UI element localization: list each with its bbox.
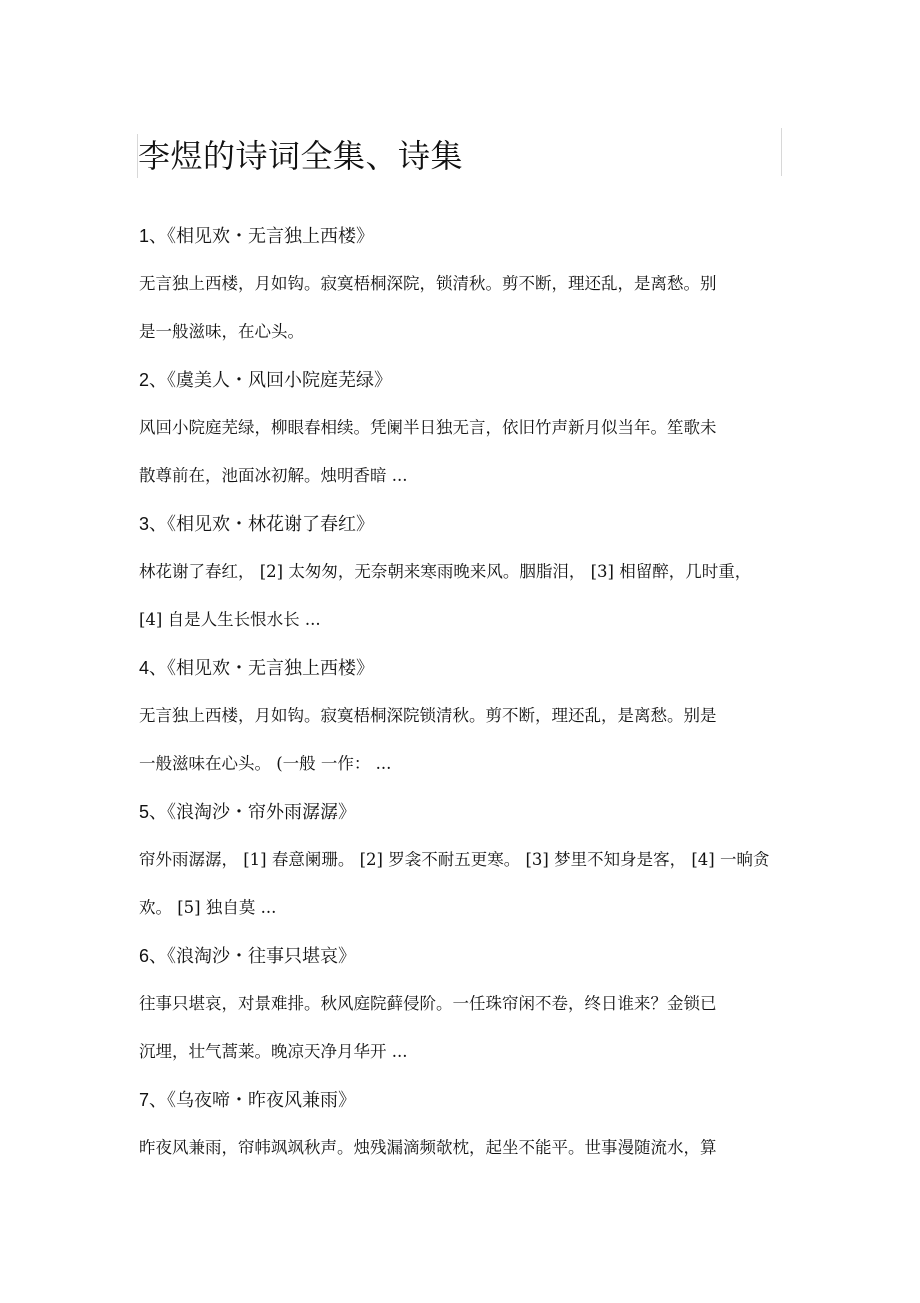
poem-heading (139, 644, 789, 692)
poem-title: 《相见欢・无言独上西楼》 (167, 226, 375, 247)
poem-heading (139, 356, 789, 404)
poem-heading (139, 500, 789, 548)
poem-entry (139, 500, 789, 644)
poem-number: 4、 (139, 658, 168, 678)
poem-excerpt-line: 一般滋味在心头。 (一般 一作： ... (139, 754, 392, 773)
title-block (137, 128, 782, 176)
poem-excerpt-line: 是一般滋味，在心头。 (139, 322, 304, 341)
poem-title: 《虞美人・风回小院庭芜绿》 (167, 370, 393, 391)
poem-title: 《浪淘沙・帘外雨潺潺》 (167, 802, 357, 823)
poem-excerpt-line: 无言独上西楼，月如钩。寂寞梧桐深院锁清秋。剪不断，理还乱，是离愁。别是 (139, 706, 717, 725)
poem-excerpt-line: 风回小院庭芜绿，柳眼春相续。凭阑半日独无言，依旧竹声新月似当年。笙歌未 (139, 418, 717, 437)
page-title: 李煜的诗词全集、诗集 (138, 137, 464, 175)
poem-number: 6、 (139, 946, 168, 966)
poem-number: 7、 (139, 1090, 168, 1110)
poem-number: 1、 (139, 226, 168, 246)
poem-title: 《浪淘沙・往事只堪哀》 (167, 946, 357, 967)
poem-excerpt-line: 散尊前在，池面冰初解。烛明香暗 ... (139, 466, 408, 485)
poem-number: 3、 (139, 514, 168, 534)
poem-title: 《乌夜啼・昨夜风兼雨》 (167, 1090, 357, 1111)
poem-heading (139, 1076, 789, 1124)
poem-excerpt-line: 沉埋，壮气蒿莱。晚凉天净月华开 ... (139, 1042, 408, 1061)
poem-entry (139, 932, 789, 1076)
poem-number: 5、 (139, 802, 168, 822)
poem-list (139, 212, 789, 1172)
poem-excerpt-line: 帘外雨潺潺， [1] 春意阑珊。 [2] 罗衾不耐五更寒。 [3] 梦里不知身是客， [4] 一晌贪 (139, 850, 770, 869)
poem-title: 《相见欢・无言独上西楼》 (167, 658, 375, 679)
title-right-rule (781, 128, 782, 176)
poem-excerpt-line: [4] 自是人生长恨水长 ... (139, 610, 321, 629)
poem-heading (139, 932, 789, 980)
poem-heading (139, 788, 789, 836)
poem-number: 2、 (139, 370, 168, 390)
poem-title: 《相见欢・林花谢了春红》 (167, 514, 375, 535)
poem-entry (139, 1076, 789, 1172)
poem-heading (139, 212, 789, 260)
poem-excerpt-line: 往事只堪哀，对景难排。秋风庭院藓侵阶。一任珠帘闲不卷，终日谁来？金锁已 (139, 994, 717, 1013)
poem-excerpt-line: 昨夜风兼雨，帘帏飒飒秋声。烛残漏滴频欹枕，起坐不能平。世事漫随流水，算 (139, 1138, 717, 1157)
poem-entry (139, 788, 789, 932)
poem-entry (139, 356, 789, 500)
poem-excerpt-line: 林花谢了春红， [2] 太匆匆，无奈朝来寒雨晚来风。胭脂泪， [3] 相留醉，几时重， (139, 562, 752, 581)
poem-excerpt-line: 无言独上西楼，月如钩。寂寞梧桐深院，锁清秋。剪不断，理还乱，是离愁。别 (139, 274, 717, 293)
poem-excerpt-line: 欢。 [5] 独自莫 ... (139, 898, 277, 917)
poem-entry (139, 212, 789, 356)
poem-entry (139, 644, 789, 788)
